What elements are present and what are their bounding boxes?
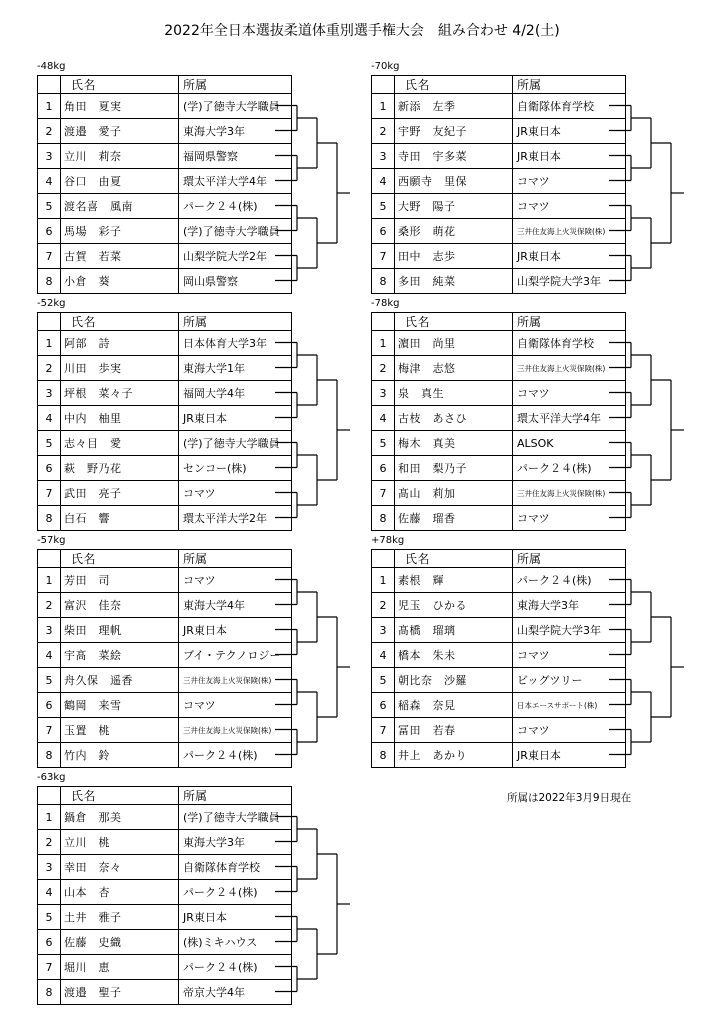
athlete-affiliation: 東海大学3年 [179, 830, 292, 855]
athlete-affiliation: 東海大学4年 [179, 593, 292, 618]
athlete-affiliation: 山梨学院大学3年 [513, 618, 626, 643]
seed-number: 8 [38, 506, 61, 531]
athlete-affiliation: (学)了徳寺大学職員 [179, 805, 292, 830]
weight-class-label: -48kg [37, 61, 66, 72]
table-row [38, 880, 292, 905]
athlete-name: 梅木 真美 [395, 431, 513, 456]
header-name: 氏名 [61, 787, 179, 805]
athlete-affiliation: 山梨学院大学3年 [513, 269, 626, 294]
table-row [38, 244, 292, 269]
table-row [38, 169, 292, 194]
athlete-name: 竹内 鈴 [61, 743, 179, 768]
seed-number: 4 [38, 880, 61, 905]
seed-number: 4 [372, 406, 395, 431]
athlete-affiliation: (株)ミキハウス [179, 930, 292, 955]
seed-number: 3 [38, 618, 61, 643]
athlete-name: 土井 雅子 [61, 905, 179, 930]
athlete-name: 宇髙 菜絵 [61, 643, 179, 668]
athlete-name: 泉 真生 [395, 381, 513, 406]
athlete-affiliation: 帝京大学4年 [179, 980, 292, 1005]
athlete-affiliation: コマツ [179, 481, 292, 506]
athlete-affiliation: JR東日本 [513, 119, 626, 144]
athlete-affiliation: パーク２４(株) [179, 880, 292, 905]
athlete-affiliation: センコー(株) [179, 456, 292, 481]
athlete-affiliation: JR東日本 [179, 905, 292, 930]
seed-number: 1 [372, 94, 395, 119]
seed-number: 6 [38, 930, 61, 955]
tournament-bracket [275, 549, 355, 768]
table-row [38, 431, 292, 456]
seed-number: 6 [38, 456, 61, 481]
athlete-affiliation: パーク２４(株) [513, 568, 626, 593]
seed-number: 1 [38, 805, 61, 830]
table-row [372, 406, 626, 431]
athlete-name: 田中 志歩 [395, 244, 513, 269]
athlete-name: 山本 杏 [61, 880, 179, 905]
seed-number: 1 [372, 331, 395, 356]
athlete-name: 富沢 佳奈 [61, 593, 179, 618]
seed-number: 8 [372, 743, 395, 768]
weight-class-label: -78kg [371, 298, 400, 309]
seed-number: 6 [372, 456, 395, 481]
athlete-name: 武田 亮子 [61, 481, 179, 506]
athlete-name: 鶴岡 来雪 [61, 693, 179, 718]
athlete-name: 宇野 友紀子 [395, 119, 513, 144]
seed-number: 1 [38, 94, 61, 119]
table-row [38, 980, 292, 1005]
table-row [372, 269, 626, 294]
header-name: 氏名 [61, 313, 179, 331]
athlete-name: 井上 あかり [395, 743, 513, 768]
seed-number: 3 [372, 144, 395, 169]
table-row [38, 406, 292, 431]
header-name: 氏名 [61, 550, 179, 568]
table-row [372, 568, 626, 593]
seed-number: 7 [38, 244, 61, 269]
athlete-name: 桑形 萌花 [395, 219, 513, 244]
table-row [38, 930, 292, 955]
athlete-affiliation: ビッグツリー [513, 668, 626, 693]
seed-number: 8 [372, 269, 395, 294]
table-row [38, 618, 292, 643]
athlete-name: 阿部 詩 [61, 331, 179, 356]
table-row [38, 356, 292, 381]
table-row [372, 618, 626, 643]
athlete-affiliation: (学)了徳寺大学職員 [179, 219, 292, 244]
draw-table [371, 75, 626, 294]
table-row [38, 905, 292, 930]
table-row [38, 593, 292, 618]
athlete-affiliation: JR東日本 [179, 406, 292, 431]
athlete-affiliation: JR東日本 [513, 244, 626, 269]
seed-number: 6 [38, 693, 61, 718]
seed-number: 7 [372, 718, 395, 743]
seed-number: 5 [38, 194, 61, 219]
athlete-name: 橋本 朱未 [395, 643, 513, 668]
table-row [38, 381, 292, 406]
athlete-name: 谷口 由夏 [61, 169, 179, 194]
table-header-row [38, 76, 292, 94]
tournament-bracket [275, 786, 355, 1005]
athlete-affiliation: 環太平洋大学2年 [179, 506, 292, 531]
athlete-name: 濵田 尚里 [395, 331, 513, 356]
seed-number: 2 [372, 356, 395, 381]
table-row [38, 855, 292, 880]
seed-number: 3 [372, 618, 395, 643]
athlete-affiliation: 東海大学3年 [513, 593, 626, 618]
draw-table [371, 549, 626, 768]
table-row [38, 144, 292, 169]
table-row [372, 119, 626, 144]
table-row [38, 194, 292, 219]
table-header-row [38, 787, 292, 805]
athlete-affiliation: 岡山県警察 [179, 269, 292, 294]
athlete-name: 西願寺 里保 [395, 169, 513, 194]
seed-number: 4 [372, 169, 395, 194]
table-row [372, 643, 626, 668]
tournament-bracket [609, 549, 689, 768]
athlete-affiliation: コマツ [513, 194, 626, 219]
tournament-bracket [275, 312, 355, 531]
header-seed-cell [372, 550, 395, 568]
draw-table [371, 312, 626, 531]
table-row [372, 194, 626, 219]
athlete-affiliation: コマツ [179, 693, 292, 718]
tournament-bracket [609, 312, 689, 531]
seed-number: 2 [38, 593, 61, 618]
athlete-name: 芳田 司 [61, 568, 179, 593]
athlete-affiliation: パーク２４(株) [179, 955, 292, 980]
table-row [372, 169, 626, 194]
seed-number: 3 [38, 381, 61, 406]
athlete-name: 柴田 理帆 [61, 618, 179, 643]
table-row [38, 94, 292, 119]
table-row [38, 718, 292, 743]
athlete-name: 新添 左季 [395, 94, 513, 119]
table-row [372, 144, 626, 169]
athlete-affiliation: 環太平洋大学4年 [513, 406, 626, 431]
athlete-affiliation: 山梨学院大学2年 [179, 244, 292, 269]
seed-number: 3 [38, 855, 61, 880]
athlete-name: 児玉 ひかる [395, 593, 513, 618]
athlete-affiliation: 三井住友海上火災保険(株) [179, 668, 292, 693]
table-row [38, 481, 292, 506]
page-title: 2022年全日本選抜柔道体重別選手権大会 組み合わせ 4/2(土) [164, 23, 560, 39]
athlete-affiliation: パーク２４(株) [179, 743, 292, 768]
table-row [372, 743, 626, 768]
athlete-name: 角田 夏実 [61, 94, 179, 119]
athlete-name: 大野 陽子 [395, 194, 513, 219]
athlete-name: 渡邉 愛子 [61, 119, 179, 144]
seed-number: 6 [372, 219, 395, 244]
header-seed-cell [38, 76, 61, 94]
seed-number: 2 [372, 593, 395, 618]
draw-table [37, 312, 292, 531]
seed-number: 2 [38, 356, 61, 381]
athlete-affiliation: コマツ [513, 381, 626, 406]
table-row [372, 506, 626, 531]
table-row [372, 356, 626, 381]
seed-number: 2 [38, 830, 61, 855]
seed-number: 3 [38, 144, 61, 169]
table-row [372, 381, 626, 406]
seed-number: 2 [38, 119, 61, 144]
athlete-name: 立川 莉奈 [61, 144, 179, 169]
table-row [372, 94, 626, 119]
seed-number: 1 [372, 568, 395, 593]
athlete-name: 志々目 愛 [61, 431, 179, 456]
athlete-name: 鍋倉 那美 [61, 805, 179, 830]
seed-number: 7 [372, 481, 395, 506]
athlete-name: 佐藤 史織 [61, 930, 179, 955]
header-seed-cell [372, 76, 395, 94]
header-seed-cell [372, 313, 395, 331]
seed-number: 1 [38, 568, 61, 593]
tournament-bracket [275, 75, 355, 294]
athlete-affiliation: コマツ [179, 568, 292, 593]
header-name: 氏名 [395, 550, 513, 568]
athlete-affiliation: 自衛隊体育学校 [513, 94, 626, 119]
athlete-affiliation: JR東日本 [179, 618, 292, 643]
weight-class-label: -63kg [37, 772, 66, 783]
table-header-row [38, 313, 292, 331]
athlete-name: 白石 響 [61, 506, 179, 531]
table-row [38, 506, 292, 531]
athlete-affiliation: コマツ [513, 643, 626, 668]
athlete-name: 堀川 恵 [61, 955, 179, 980]
athlete-affiliation: パーク２４(株) [513, 456, 626, 481]
athlete-affiliation: パーク２４(株) [179, 194, 292, 219]
athlete-name: 髙橋 瑠璃 [395, 618, 513, 643]
athlete-name: 古賀 若菜 [61, 244, 179, 269]
table-row [38, 331, 292, 356]
header-affiliation: 所属 [513, 76, 626, 94]
seed-number: 6 [372, 693, 395, 718]
athlete-affiliation: 東海大学1年 [179, 356, 292, 381]
seed-number: 4 [38, 643, 61, 668]
table-row [38, 119, 292, 144]
header-affiliation: 所属 [179, 76, 292, 94]
athlete-name: 冨田 若春 [395, 718, 513, 743]
athlete-name: 幸田 奈々 [61, 855, 179, 880]
table-row [38, 693, 292, 718]
athlete-affiliation: 自衛隊体育学校 [179, 855, 292, 880]
header-name: 氏名 [395, 313, 513, 331]
table-row [38, 643, 292, 668]
seed-number: 7 [38, 955, 61, 980]
header-name: 氏名 [61, 76, 179, 94]
athlete-affiliation: 福岡大学4年 [179, 381, 292, 406]
athlete-name: 稲森 奈見 [395, 693, 513, 718]
seed-number: 5 [372, 668, 395, 693]
seed-number: 8 [38, 743, 61, 768]
seed-number: 4 [38, 406, 61, 431]
header-seed-cell [38, 787, 61, 805]
header-affiliation: 所属 [513, 550, 626, 568]
seed-number: 4 [38, 169, 61, 194]
athlete-name: 古枝 あさひ [395, 406, 513, 431]
header-name: 氏名 [395, 76, 513, 94]
table-row [38, 805, 292, 830]
seed-number: 8 [38, 269, 61, 294]
athlete-affiliation: JR東日本 [513, 743, 626, 768]
header-affiliation: 所属 [179, 550, 292, 568]
athlete-affiliation: 日本エースサポート(株) [513, 693, 626, 718]
athlete-name: 多田 純菜 [395, 269, 513, 294]
athlete-name: 萩 野乃花 [61, 456, 179, 481]
seed-number: 7 [38, 481, 61, 506]
header-affiliation: 所属 [513, 313, 626, 331]
table-row [372, 219, 626, 244]
table-header-row [38, 550, 292, 568]
table-row [372, 593, 626, 618]
athlete-name: 小倉 葵 [61, 269, 179, 294]
weight-class-label: +78kg [371, 535, 405, 546]
athlete-name: 坪根 菜々子 [61, 381, 179, 406]
athlete-name: 中内 柚里 [61, 406, 179, 431]
athlete-affiliation: 日本体育大学3年 [179, 331, 292, 356]
athlete-name: 寺田 宇多菜 [395, 144, 513, 169]
header-seed-cell [38, 313, 61, 331]
table-row [372, 718, 626, 743]
athlete-affiliation: コマツ [513, 506, 626, 531]
table-row [38, 830, 292, 855]
table-row [372, 693, 626, 718]
seed-number: 5 [372, 431, 395, 456]
table-row [38, 269, 292, 294]
table-header-row [372, 550, 626, 568]
athlete-name: 渡邉 聖子 [61, 980, 179, 1005]
weight-class-label: -70kg [371, 61, 400, 72]
weight-class-label: -57kg [37, 535, 66, 546]
athlete-name: 川田 歩実 [61, 356, 179, 381]
draw-table [37, 75, 292, 294]
table-row [38, 955, 292, 980]
athlete-affiliation: 三井住友海上火災保険(株) [513, 219, 626, 244]
tournament-bracket [609, 75, 689, 294]
weight-class-label: -52kg [37, 298, 66, 309]
athlete-affiliation: 三井住友海上火災保険(株) [179, 718, 292, 743]
table-row [372, 431, 626, 456]
draw-table [37, 549, 292, 768]
athlete-name: 梅津 志悠 [395, 356, 513, 381]
seed-number: 8 [38, 980, 61, 1005]
athlete-name: 佐藤 瑠香 [395, 506, 513, 531]
athlete-affiliation: コマツ [513, 718, 626, 743]
athlete-name: 馬場 彩子 [61, 219, 179, 244]
seed-number: 5 [38, 905, 61, 930]
table-row [372, 244, 626, 269]
athlete-affiliation: (学)了徳寺大学職員 [179, 431, 292, 456]
table-row [372, 481, 626, 506]
athlete-name: 立川 桃 [61, 830, 179, 855]
table-row [372, 456, 626, 481]
athlete-affiliation: ブイ・テクノロジー [179, 643, 292, 668]
athlete-name: 渡名喜 風南 [61, 194, 179, 219]
seed-number: 7 [372, 244, 395, 269]
table-row [38, 568, 292, 593]
seed-number: 5 [38, 431, 61, 456]
seed-number: 6 [38, 219, 61, 244]
table-row [38, 219, 292, 244]
seed-number: 3 [372, 381, 395, 406]
seed-number: 5 [38, 668, 61, 693]
header-seed-cell [38, 550, 61, 568]
draw-table [37, 786, 292, 1005]
seed-number: 2 [372, 119, 395, 144]
athlete-affiliation: 三井住友海上火災保険(株) [513, 481, 626, 506]
athlete-name: 髙山 莉加 [395, 481, 513, 506]
athlete-affiliation: コマツ [513, 169, 626, 194]
athlete-affiliation: 自衛隊体育学校 [513, 331, 626, 356]
table-row [38, 456, 292, 481]
athlete-name: 玉置 桃 [61, 718, 179, 743]
seed-number: 1 [38, 331, 61, 356]
table-header-row [372, 313, 626, 331]
athlete-name: 朝比奈 沙羅 [395, 668, 513, 693]
seed-number: 7 [38, 718, 61, 743]
seed-number: 4 [372, 643, 395, 668]
seed-number: 5 [372, 194, 395, 219]
table-row [372, 331, 626, 356]
athlete-affiliation: JR東日本 [513, 144, 626, 169]
athlete-affiliation: 東海大学3年 [179, 119, 292, 144]
table-header-row [372, 76, 626, 94]
athlete-affiliation: ALSOK [513, 431, 626, 456]
athlete-name: 舟久保 遥香 [61, 668, 179, 693]
affiliation-date-note: 所属は2022年3月9日現在 [507, 792, 632, 804]
table-row [372, 668, 626, 693]
athlete-affiliation: 三井住友海上火災保険(株) [513, 356, 626, 381]
table-row [38, 668, 292, 693]
table-row [38, 743, 292, 768]
seed-number: 8 [372, 506, 395, 531]
athlete-affiliation: 環太平洋大学4年 [179, 169, 292, 194]
athlete-affiliation: (学)了徳寺大学職員 [179, 94, 292, 119]
athlete-name: 素根 輝 [395, 568, 513, 593]
athlete-affiliation: 福岡県警察 [179, 144, 292, 169]
header-affiliation: 所属 [179, 787, 292, 805]
header-affiliation: 所属 [179, 313, 292, 331]
athlete-name: 和田 梨乃子 [395, 456, 513, 481]
